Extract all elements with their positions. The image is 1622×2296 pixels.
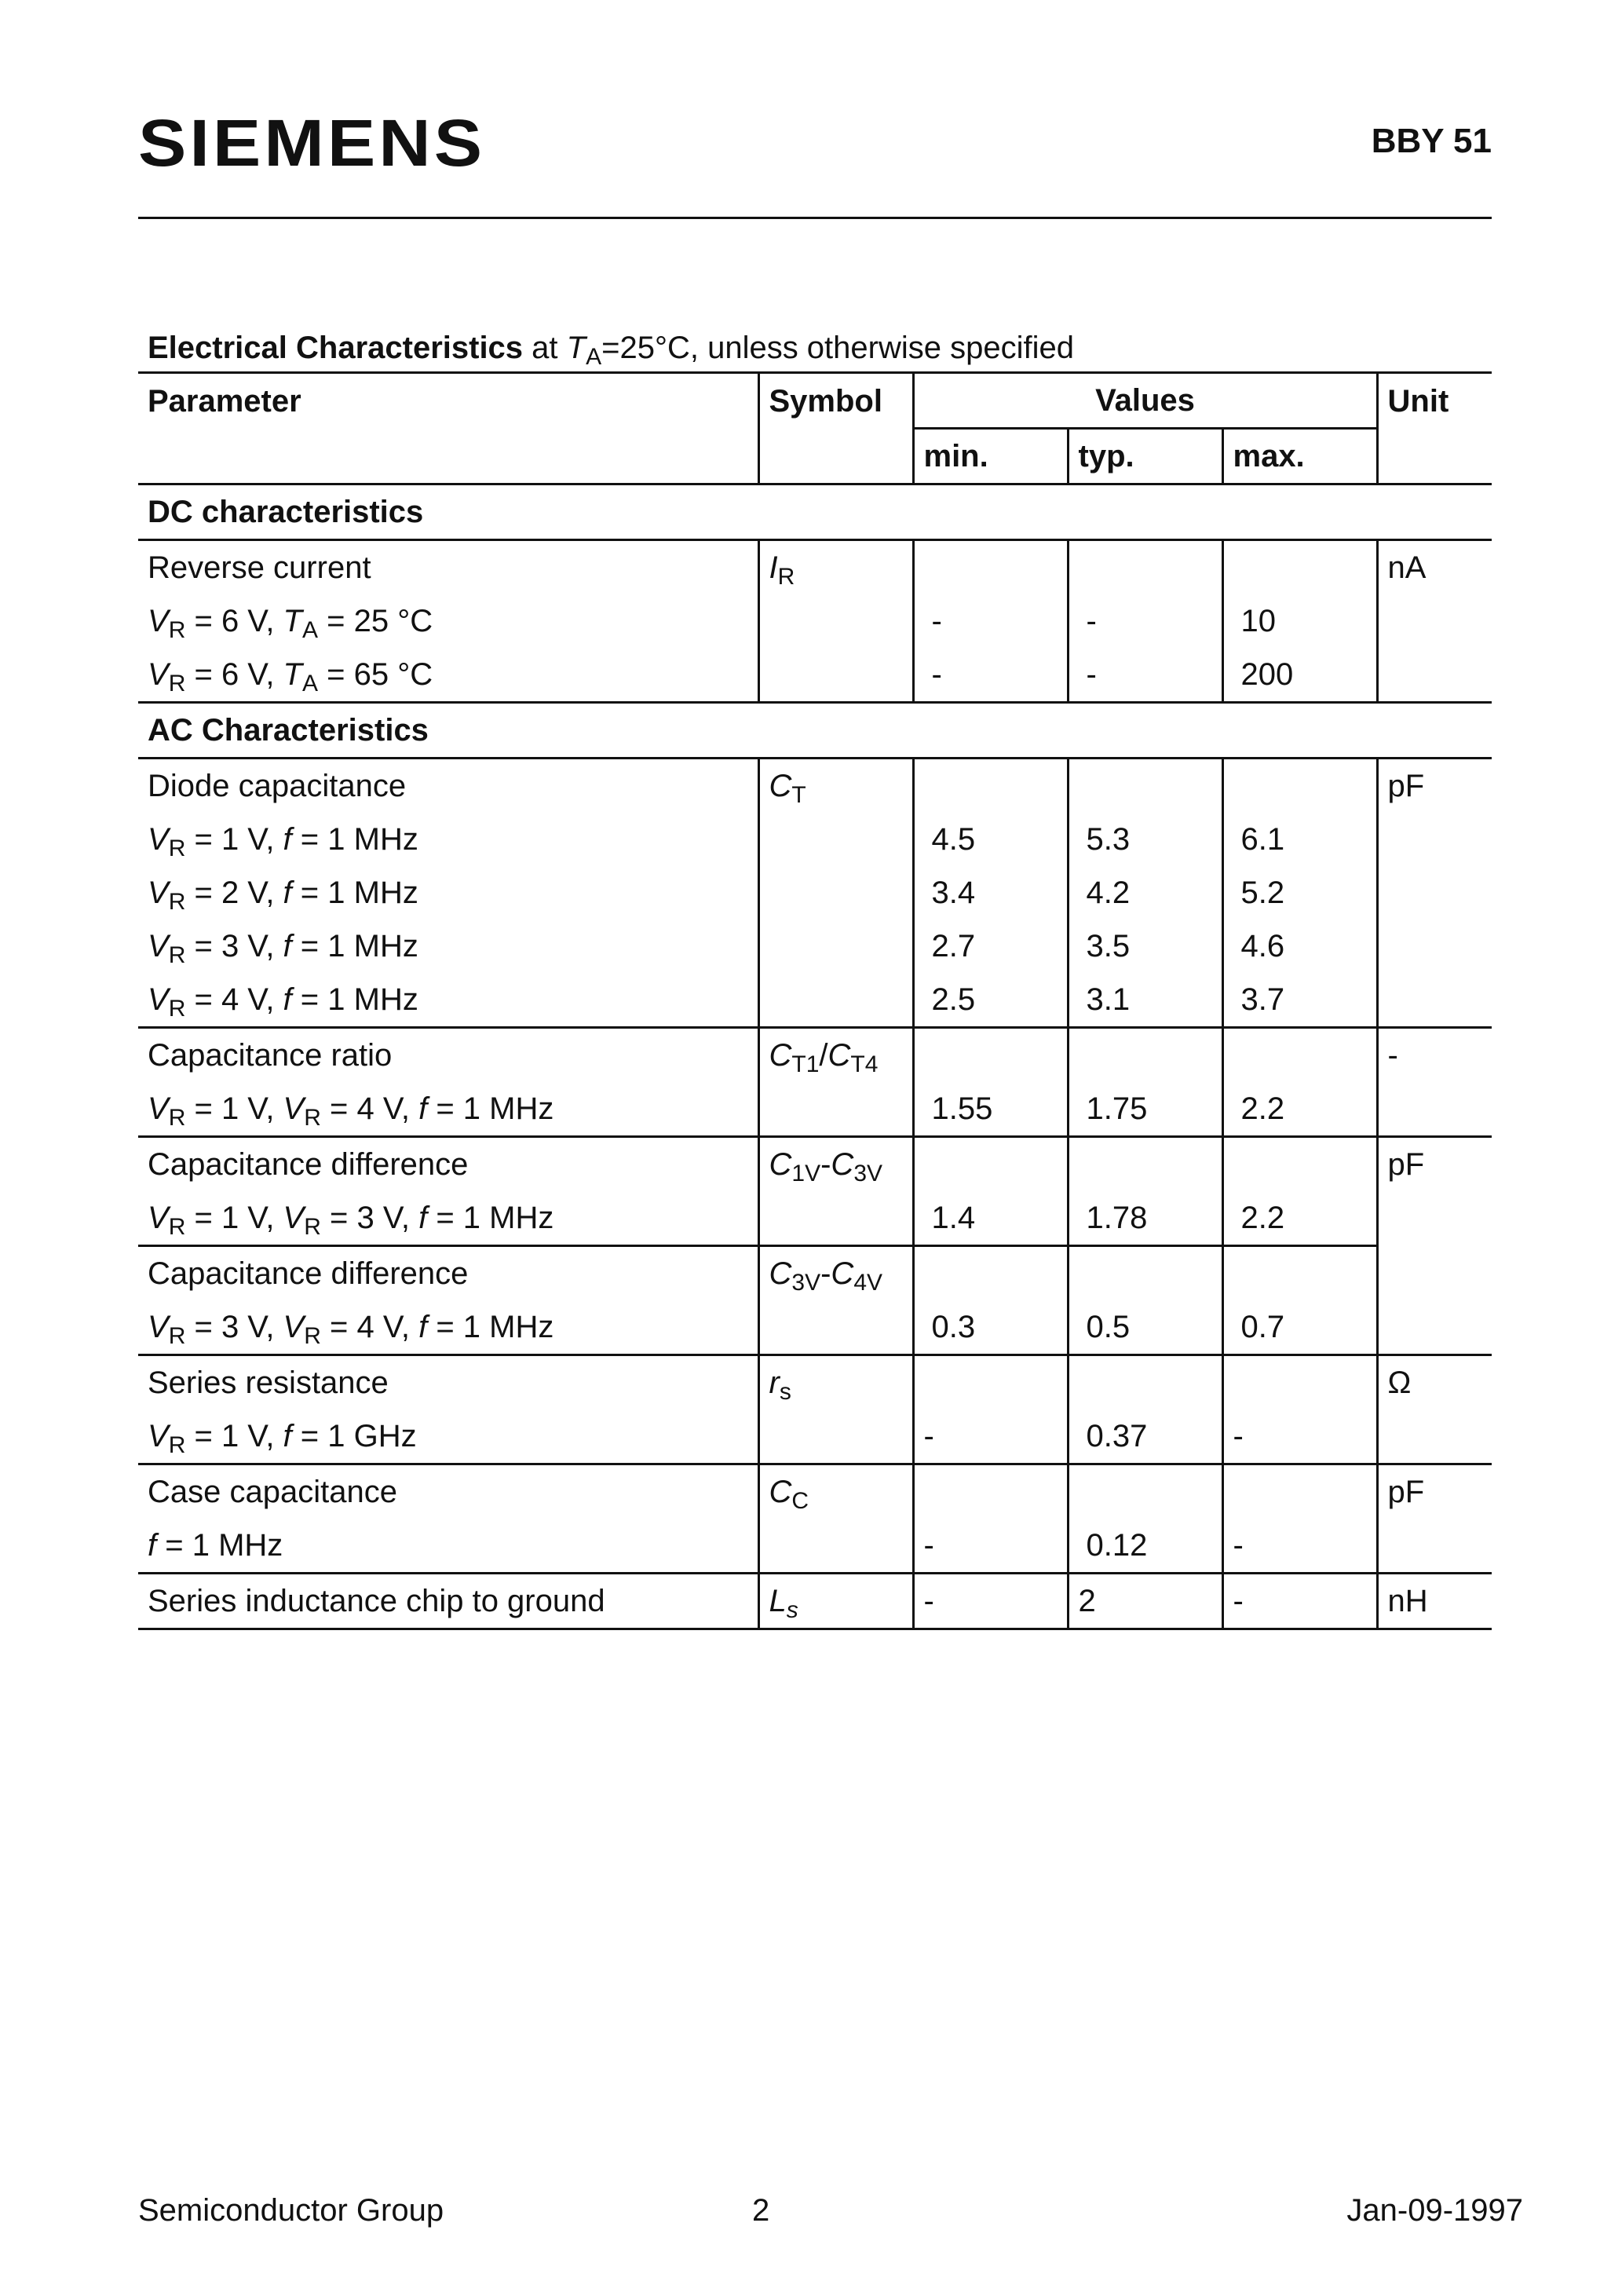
cond-var: V xyxy=(148,657,169,692)
cell-min: 2.7 xyxy=(913,919,1068,973)
cond-var: T xyxy=(283,604,302,638)
header-max: max. xyxy=(1222,429,1377,484)
header-rule xyxy=(138,217,1492,219)
table-row xyxy=(138,1355,1492,1410)
cell-max: 3.7 xyxy=(1222,973,1377,1028)
cell-min: 1.55 xyxy=(913,1082,1068,1137)
cell-unit xyxy=(1377,1246,1492,1301)
caption-at: at xyxy=(532,331,558,365)
symbol-ir xyxy=(758,540,913,595)
cond-var: f xyxy=(148,1528,157,1563)
cond-var: V xyxy=(148,604,169,638)
table-row xyxy=(138,1574,1492,1629)
cond-text: = 1 MHz xyxy=(427,1310,554,1344)
cell-min: 1.4 xyxy=(913,1191,1068,1246)
table-row xyxy=(138,1246,1492,1301)
symbol-rs xyxy=(758,1355,913,1410)
cond-text: = 1 MHz xyxy=(291,822,418,857)
electrical-characteristics-table xyxy=(138,371,1492,1630)
symbol-c3v-c4v xyxy=(758,1246,913,1301)
header-min: min. xyxy=(913,429,1068,484)
cond-var: V xyxy=(283,1310,305,1344)
caption-ta-symbol: T xyxy=(566,331,586,365)
cell-typ: - xyxy=(1068,648,1222,703)
cell-min: - xyxy=(913,1519,1068,1574)
section-row-dc xyxy=(138,484,1492,540)
symbol-sub: T xyxy=(791,782,806,808)
symbol-main: C xyxy=(827,1038,851,1073)
cell-max xyxy=(1222,1028,1377,1083)
cell-max: 2.2 xyxy=(1222,1082,1377,1137)
symbol-main: C xyxy=(769,769,792,803)
cond-sub: R xyxy=(168,996,186,1022)
condition xyxy=(138,1191,758,1246)
cond-var: f xyxy=(283,982,292,1017)
cell-min: 3.4 xyxy=(913,866,1068,919)
symbol-sub: T1 xyxy=(791,1051,820,1077)
cond-text: = 1 MHz xyxy=(427,1201,554,1235)
cond-text: = 3 V, xyxy=(320,1201,419,1235)
symbol-sub: 3V xyxy=(791,1270,821,1296)
cell-max: - xyxy=(1222,1519,1377,1574)
cond-text: = 65 °C xyxy=(318,657,433,692)
cell-max: 0.7 xyxy=(1222,1300,1377,1355)
unit-ohm: Ω xyxy=(1377,1355,1492,1410)
cell-typ xyxy=(1068,1028,1222,1083)
cell-unit xyxy=(1377,1300,1492,1355)
cell-symbol xyxy=(758,1300,913,1355)
header-subrow xyxy=(138,429,1492,484)
table-row xyxy=(138,1409,1492,1464)
table-row xyxy=(138,648,1492,703)
cell-min: 4.5 xyxy=(913,813,1068,866)
cell-symbol xyxy=(758,1519,913,1574)
table-row xyxy=(138,1300,1492,1355)
symbol-sub: R xyxy=(777,564,795,590)
section-row-ac xyxy=(138,703,1492,759)
cell-unit xyxy=(1377,1409,1492,1464)
cell-typ: 3.5 xyxy=(1068,919,1222,973)
cell-max: - xyxy=(1222,1409,1377,1464)
cond-text: = 1 V, xyxy=(185,822,283,857)
unit-dash: - xyxy=(1377,1028,1492,1083)
cond-var: V xyxy=(148,822,169,857)
symbol-main: C xyxy=(831,1256,854,1291)
cond-text: = 2 V, xyxy=(185,876,283,910)
cell-min xyxy=(913,1028,1068,1083)
cell-typ: 4.2 xyxy=(1068,866,1222,919)
cell-max xyxy=(1222,1137,1377,1192)
cond-sub: R xyxy=(168,1432,186,1458)
symbol-main: r xyxy=(769,1366,780,1400)
table-row xyxy=(138,813,1492,866)
section-dc-title: DC characteristics xyxy=(138,484,1492,540)
cond-text: = 1 V, xyxy=(185,1201,283,1235)
cell-typ: 0.5 xyxy=(1068,1300,1222,1355)
condition xyxy=(138,1519,758,1574)
symbol-dash: - xyxy=(820,1147,831,1182)
table-row xyxy=(138,866,1492,919)
cell-typ: 5.3 xyxy=(1068,813,1222,866)
symbol-ct1-ct4 xyxy=(758,1028,913,1083)
cell-symbol xyxy=(758,1082,913,1137)
caption-title: Electrical Characteristics xyxy=(148,331,524,365)
siemens-logo: SIEMENS xyxy=(138,106,486,181)
cond-var: f xyxy=(283,929,292,963)
symbol-sub: 4V xyxy=(853,1270,883,1296)
section-ac-title: AC Characteristics xyxy=(138,703,1492,759)
header-symbol-blank xyxy=(758,429,913,484)
cond-sub: R xyxy=(168,1323,186,1349)
cell-symbol xyxy=(758,973,913,1028)
cond-text: = 1 V, xyxy=(185,1419,283,1453)
cell-max: 200 xyxy=(1222,648,1377,703)
unit-pf: pF xyxy=(1377,1137,1492,1192)
cell-typ: 2 xyxy=(1068,1574,1222,1629)
cond-sub: R xyxy=(168,835,186,861)
cell-max: 4.6 xyxy=(1222,919,1377,973)
table-row xyxy=(138,1464,1492,1519)
cond-var: f xyxy=(418,1091,428,1126)
cell-unit xyxy=(1377,1519,1492,1574)
cell-typ: 1.75 xyxy=(1068,1082,1222,1137)
cell-max xyxy=(1222,540,1377,595)
cond-text: = 1 MHz xyxy=(427,1091,554,1126)
symbol-main: C xyxy=(769,1038,792,1073)
cell-symbol xyxy=(758,866,913,919)
symbol-sub: T4 xyxy=(850,1051,879,1077)
cond-sub: R xyxy=(168,1105,186,1131)
cell-min: - xyxy=(913,648,1068,703)
cond-var: V xyxy=(148,1419,169,1453)
cond-text: = 4 V, xyxy=(185,982,283,1017)
cond-text: = 4 V, xyxy=(320,1091,419,1126)
unit-pf: pF xyxy=(1377,759,1492,813)
cell-symbol xyxy=(758,813,913,866)
cell-max: 10 xyxy=(1222,594,1377,648)
table-row xyxy=(138,1191,1492,1246)
cond-var: V xyxy=(283,1201,305,1235)
cell-typ: 0.12 xyxy=(1068,1519,1222,1574)
cond-var: f xyxy=(283,1419,292,1453)
cond-sub: R xyxy=(304,1214,321,1240)
cond-var: f xyxy=(283,876,292,910)
symbol-main: I xyxy=(769,550,778,585)
condition xyxy=(138,813,758,866)
cell-min xyxy=(913,759,1068,813)
symbol-main: C xyxy=(769,1147,792,1182)
symbol-c1v-c3v xyxy=(758,1137,913,1192)
cond-var: T xyxy=(283,657,302,692)
cond-var: V xyxy=(148,1310,169,1344)
cond-var: V xyxy=(148,876,169,910)
cell-max xyxy=(1222,759,1377,813)
cell-symbol xyxy=(758,1409,913,1464)
cond-text: = 6 V, xyxy=(185,657,283,692)
cell-unit xyxy=(1377,648,1492,703)
unit-pf: pF xyxy=(1377,1464,1492,1519)
header-row xyxy=(138,373,1492,429)
cell-min: - xyxy=(913,594,1068,648)
cond-sub: R xyxy=(168,617,186,643)
cond-var: V xyxy=(148,929,169,963)
cell-unit xyxy=(1377,1082,1492,1137)
cond-text: = 3 V, xyxy=(185,929,283,963)
cond-text: = 6 V, xyxy=(185,604,283,638)
cell-typ xyxy=(1068,540,1222,595)
param-series-inductance: Series inductance chip to ground xyxy=(138,1574,758,1629)
cell-typ xyxy=(1068,1464,1222,1519)
footer-page-number: 2 xyxy=(752,2193,770,2228)
param-capacitance-difference: Capacitance difference xyxy=(148,1147,469,1182)
cell-max xyxy=(1222,1355,1377,1410)
param-reverse-current: Reverse current xyxy=(148,550,371,585)
cell-min: 0.3 xyxy=(913,1300,1068,1355)
cond-sub: A xyxy=(301,671,318,696)
header-typ: typ. xyxy=(1068,429,1222,484)
header-parameter-blank xyxy=(138,429,758,484)
cond-var: f xyxy=(283,822,292,857)
cond-sub: R xyxy=(304,1105,321,1131)
table-row xyxy=(138,1519,1492,1574)
caption-rest: =25°C, unless otherwise specified xyxy=(601,331,1074,365)
footer-company: Semiconductor Group xyxy=(138,2193,444,2228)
cell-unit xyxy=(1377,813,1492,866)
header-symbol: Symbol xyxy=(758,373,913,429)
header-values: Values xyxy=(913,373,1377,429)
cell-symbol xyxy=(758,648,913,703)
cell-min xyxy=(913,1246,1068,1301)
cell-unit xyxy=(1377,594,1492,648)
table-caption xyxy=(148,328,1074,370)
cell-max xyxy=(1222,1464,1377,1519)
header-unit-blank xyxy=(1377,429,1492,484)
cond-text: = 1 GHz xyxy=(291,1419,417,1453)
cell-typ xyxy=(1068,759,1222,813)
cell-typ: 0.37 xyxy=(1068,1409,1222,1464)
symbol-sub: 1V xyxy=(791,1161,821,1186)
cond-text: = 4 V, xyxy=(320,1310,419,1344)
table-row xyxy=(138,594,1492,648)
cell-typ: - xyxy=(1068,594,1222,648)
cond-text: = 25 °C xyxy=(318,604,433,638)
cell-typ: 3.1 xyxy=(1068,973,1222,1028)
param-case-capacitance: Case capacitance xyxy=(148,1475,397,1509)
cond-var: V xyxy=(148,982,169,1017)
cell-max: - xyxy=(1222,1574,1377,1629)
table-row xyxy=(138,759,1492,813)
cell-unit xyxy=(1377,1191,1492,1246)
condition xyxy=(138,919,758,973)
table-row xyxy=(138,1082,1492,1137)
cell-max: 2.2 xyxy=(1222,1191,1377,1246)
cond-text: = 1 MHz xyxy=(156,1528,283,1563)
footer-date: Jan-09-1997 xyxy=(1346,2193,1523,2228)
cell-min xyxy=(913,1137,1068,1192)
cell-max: 6.1 xyxy=(1222,813,1377,866)
condition xyxy=(138,1082,758,1137)
cell-typ: 1.78 xyxy=(1068,1191,1222,1246)
cell-typ xyxy=(1068,1137,1222,1192)
cell-min: - xyxy=(913,1574,1068,1629)
cell-min: - xyxy=(913,1409,1068,1464)
symbol-sub: s xyxy=(786,1597,798,1623)
cond-text: = 1 MHz xyxy=(291,929,418,963)
symbol-dash: - xyxy=(820,1256,831,1291)
condition xyxy=(138,648,758,703)
cell-max xyxy=(1222,1246,1377,1301)
cell-min: 2.5 xyxy=(913,973,1068,1028)
unit-nh: nH xyxy=(1377,1574,1492,1629)
part-number: BBY 51 xyxy=(1371,122,1492,160)
cell-symbol xyxy=(758,594,913,648)
param-series-resistance: Series resistance xyxy=(148,1366,389,1400)
symbol-slash: / xyxy=(819,1038,828,1073)
param-diode-capacitance: Diode capacitance xyxy=(148,769,407,803)
cond-text: = 1 MHz xyxy=(291,982,418,1017)
symbol-main: L xyxy=(769,1584,787,1618)
cell-min xyxy=(913,540,1068,595)
cell-min xyxy=(913,1355,1068,1410)
symbol-main: C xyxy=(769,1256,792,1291)
cond-sub: R xyxy=(168,942,186,968)
symbol-cc xyxy=(758,1464,913,1519)
condition xyxy=(138,1409,758,1464)
symbol-main: C xyxy=(769,1475,792,1509)
caption-ta-sub: A xyxy=(586,344,602,370)
table-row xyxy=(138,973,1492,1028)
condition xyxy=(138,866,758,919)
cond-var: f xyxy=(418,1310,428,1344)
cell-unit xyxy=(1377,919,1492,973)
cell-symbol xyxy=(758,919,913,973)
cond-text: = 1 MHz xyxy=(291,876,418,910)
symbol-sub: C xyxy=(791,1488,809,1514)
cond-text: = 3 V, xyxy=(185,1310,283,1344)
cell-typ xyxy=(1068,1355,1222,1410)
cond-sub: R xyxy=(304,1323,321,1349)
cell-symbol xyxy=(758,1191,913,1246)
header-parameter: Parameter xyxy=(138,373,758,429)
symbol-main: C xyxy=(831,1147,854,1182)
condition xyxy=(138,594,758,648)
table-row xyxy=(138,540,1492,595)
unit-na: nA xyxy=(1377,540,1492,595)
cell-unit xyxy=(1377,973,1492,1028)
condition xyxy=(138,973,758,1028)
cell-min xyxy=(913,1464,1068,1519)
cell-typ xyxy=(1068,1246,1222,1301)
table-row xyxy=(138,1028,1492,1083)
header-unit: Unit xyxy=(1377,373,1492,429)
cell-max: 5.2 xyxy=(1222,866,1377,919)
cond-sub: R xyxy=(168,889,186,915)
table-row xyxy=(138,1137,1492,1192)
cond-sub: A xyxy=(301,617,318,643)
cond-sub: R xyxy=(168,671,186,696)
symbol-sub: 3V xyxy=(853,1161,883,1186)
condition xyxy=(138,1300,758,1355)
cell-unit xyxy=(1377,866,1492,919)
cond-var: V xyxy=(283,1091,305,1126)
table-row xyxy=(138,919,1492,973)
symbol-sub: s xyxy=(779,1379,791,1405)
symbol-ls xyxy=(758,1574,913,1629)
param-capacitance-difference: Capacitance difference xyxy=(148,1256,469,1291)
cond-text: = 1 V, xyxy=(185,1091,283,1126)
cond-var: f xyxy=(418,1201,428,1235)
param-capacitance-ratio: Capacitance ratio xyxy=(148,1038,393,1073)
cond-var: V xyxy=(148,1201,169,1235)
cond-sub: R xyxy=(168,1214,186,1240)
cond-var: V xyxy=(148,1091,169,1126)
symbol-ct xyxy=(758,759,913,813)
